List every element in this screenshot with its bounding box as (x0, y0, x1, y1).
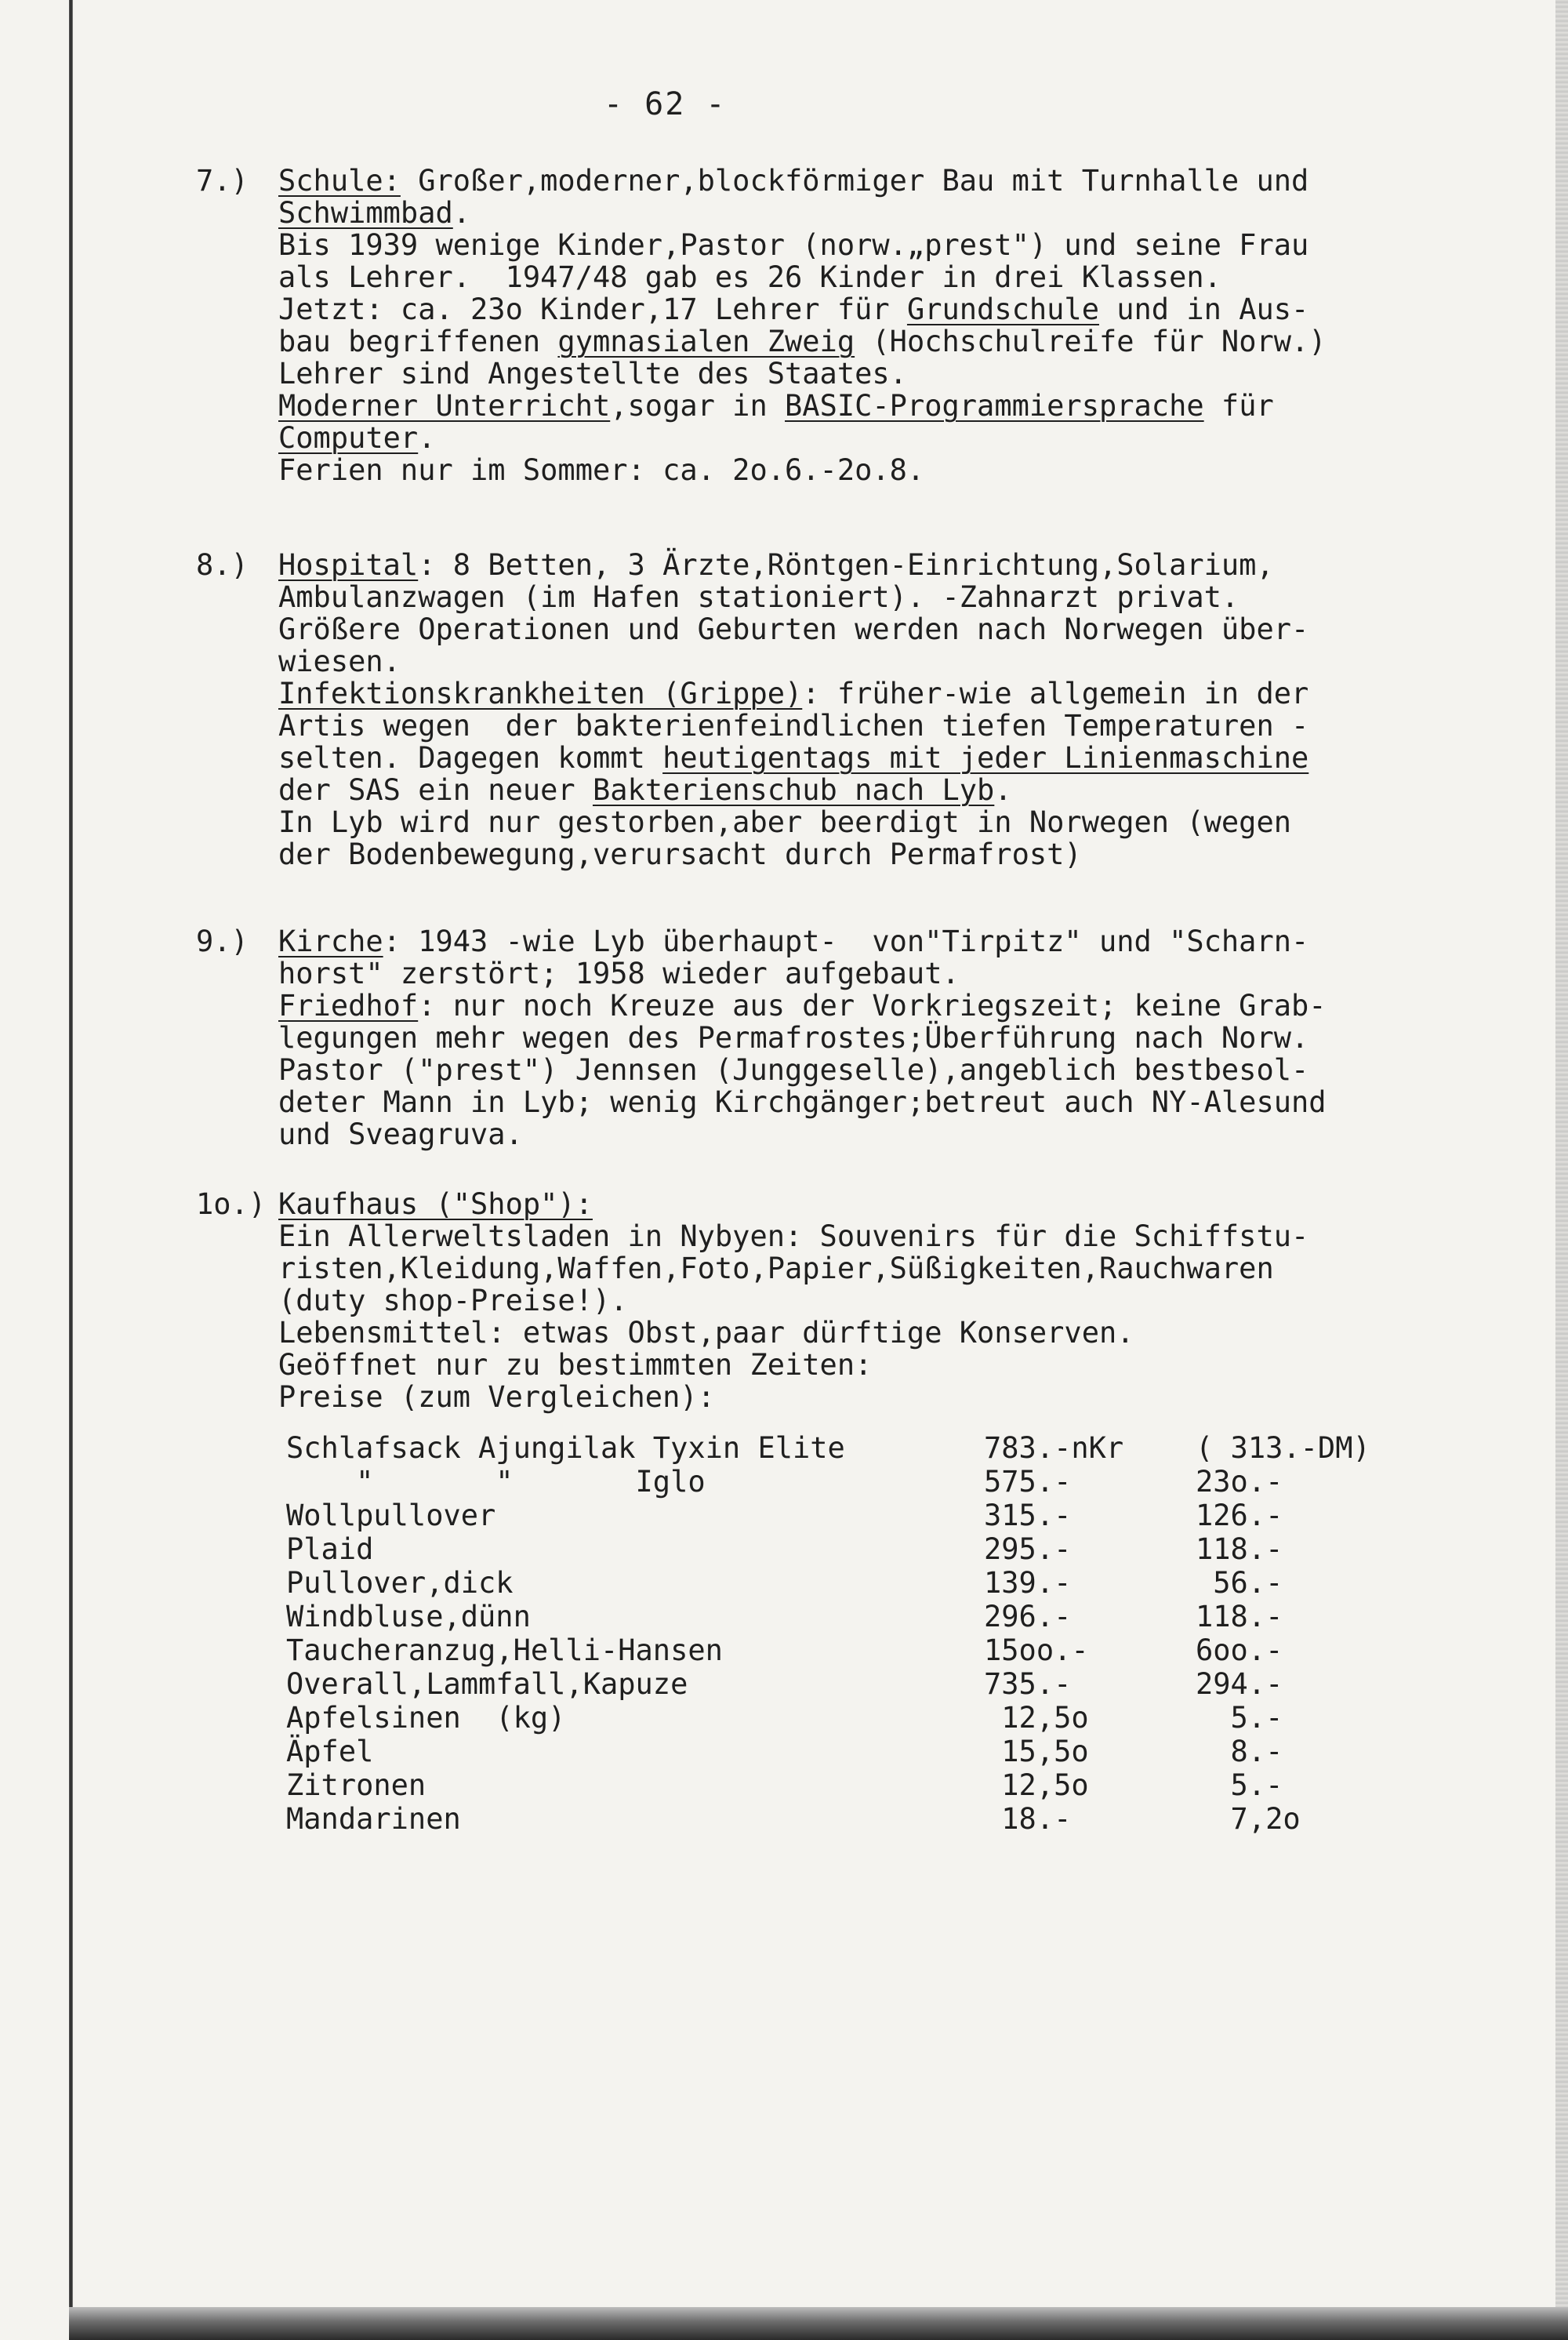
page-number: - 62 - (604, 86, 727, 122)
text-line (278, 165, 1541, 197)
text-segment: Bis 1939 wenige Kinder,Pastor (norw.„prest") und seine Frau (278, 228, 1309, 262)
price-table (286, 1431, 1423, 1836)
text-line (278, 710, 1541, 742)
text-segment: : nur noch Kreuze aus der Vorkriegszeit; keine Grab- (418, 989, 1327, 1023)
text-line (278, 454, 1541, 486)
text-line (278, 925, 1541, 957)
price-row (286, 1431, 1423, 1465)
text-segment: risten,Kleidung,Waffen,Foto,Papier,Süßigkeiten,Rauchwaren (278, 1252, 1274, 1285)
text-line (278, 390, 1541, 422)
underlined-text: Infektionskrankheiten (Grippe) (278, 677, 803, 710)
text-line (278, 957, 1541, 990)
text-line (278, 1252, 1541, 1284)
text-segment: für (1203, 389, 1274, 423)
underlined-text: BASIC-Programmiersprache (785, 389, 1204, 423)
price-nkr: 15,5o (984, 1735, 1089, 1768)
text-line (278, 358, 1541, 390)
text-segment: Größere Operationen und Geburten werden nach Norwegen über- (278, 612, 1309, 646)
price-dm: ( 313.-DM) (1196, 1431, 1370, 1465)
price-item: Windbluse,dünn (286, 1600, 531, 1633)
page-edge-left (69, 0, 73, 2340)
text-segment: . (452, 196, 471, 230)
text-segment: Pastor ("prest") Jennsen (Junggeselle),angeblich bestbesol- (278, 1053, 1309, 1087)
price-dm: 126.- (1196, 1499, 1283, 1532)
text-segment: Ferien nur im Sommer: ca. 2o.6.-2o.8. (278, 453, 925, 487)
price-nkr: 783.-nKr (984, 1431, 1124, 1465)
text-line (278, 1188, 1541, 1220)
text-segment: der SAS ein neuer (278, 773, 593, 807)
section-number: 9.) (196, 925, 249, 958)
underlined-text: Friedhof (278, 989, 419, 1023)
price-nkr: 12,5o (984, 1701, 1089, 1735)
text-line (278, 613, 1541, 645)
price-item: Äpfel (286, 1735, 374, 1768)
text-line (278, 325, 1541, 358)
section-body (278, 1188, 1541, 1413)
price-row (286, 1735, 1423, 1768)
text-segment: Geöffnet nur zu bestimmten Zeiten: (278, 1348, 873, 1382)
price-dm: 118.- (1196, 1532, 1283, 1566)
text-line (278, 1284, 1541, 1317)
text-segment: : 1943 -wie Lyb überhaupt- von"Tirpitz" und "Scharn- (383, 925, 1309, 958)
price-dm: 118.- (1196, 1600, 1283, 1633)
text-line (278, 422, 1541, 454)
text-line (278, 806, 1541, 838)
text-line (278, 678, 1541, 710)
section-body (278, 549, 1541, 870)
text-segment: als Lehrer. 1947/48 gab es 26 Kinder in drei Klassen. (278, 260, 1221, 294)
price-item: " " Iglo (286, 1465, 706, 1499)
text-segment: Ambulanzwagen (im Hafen stationiert). -Zahnarzt privat. (278, 580, 1240, 614)
text-line (278, 261, 1541, 293)
price-nkr: 139.- (984, 1566, 1072, 1600)
text-line (278, 1317, 1541, 1349)
text-line (278, 549, 1541, 581)
text-segment: (Hochschulreife für Norw.) (855, 325, 1327, 358)
text-line (278, 1086, 1541, 1118)
price-item: Schlafsack Ajungilak Tyxin Elite (286, 1431, 845, 1465)
text-segment: selten. Dagegen kommt (278, 741, 663, 775)
price-item: Mandarinen (286, 1802, 461, 1836)
text-line (278, 838, 1541, 870)
text-line (278, 229, 1541, 261)
underlined-text: Schwimmbad (278, 196, 453, 230)
price-dm: 23o.- (1196, 1465, 1283, 1499)
underlined-text: Kirche (278, 925, 383, 958)
text-segment: In Lyb wird nur gestorben,aber beerdigt in Norwegen (wegen (278, 805, 1292, 839)
price-row (286, 1600, 1423, 1633)
text-line (278, 581, 1541, 613)
price-item: Apfelsinen (kg) (286, 1701, 566, 1735)
price-item: Pullover,dick (286, 1566, 514, 1600)
price-item: Zitronen (286, 1768, 426, 1802)
text-line (278, 1022, 1541, 1054)
underlined-text: Moderner Unterricht (278, 389, 611, 423)
text-line (278, 774, 1541, 806)
text-segment: wiesen. (278, 645, 401, 678)
text-line (278, 645, 1541, 678)
text-segment: Artis wegen der bakterienfeindlichen tiefen Temperaturen - (278, 709, 1309, 743)
text-line (278, 197, 1541, 229)
price-nkr: 18.- (984, 1802, 1072, 1836)
price-nkr: 296.- (984, 1600, 1072, 1633)
underlined-text: Bakterienschub nach Lyb (592, 773, 995, 807)
text-segment: der Bodenbewegung,verursacht durch Permafrost) (278, 838, 1082, 871)
price-item: Taucheranzug,Helli-Hansen (286, 1633, 723, 1667)
price-row (286, 1465, 1423, 1499)
price-item: Plaid (286, 1532, 374, 1566)
text-segment: ,sogar in (610, 389, 786, 423)
underlined-text: heutigentags mit jeder Linienmaschine (662, 741, 1309, 775)
text-segment: und Sveagruva. (278, 1117, 523, 1151)
price-row (286, 1633, 1423, 1667)
text-segment: (duty shop-Preise!). (278, 1284, 628, 1317)
underlined-text: Grundschule (906, 292, 1099, 326)
text-line (278, 1381, 1541, 1413)
text-segment: Preise (zum Vergleichen): (278, 1380, 715, 1414)
price-nkr: 735.- (984, 1667, 1072, 1701)
price-row (286, 1667, 1423, 1701)
text-line (278, 293, 1541, 325)
section-body (278, 925, 1541, 1150)
text-line (278, 1349, 1541, 1381)
underlined-text: gymnasialen Zweig (557, 325, 855, 358)
text-segment: und in Aus- (1098, 292, 1309, 326)
price-dm: 7,2o (1196, 1802, 1301, 1836)
price-nkr: 295.- (984, 1532, 1072, 1566)
price-item: Wollpullover (286, 1499, 496, 1532)
price-row (286, 1701, 1423, 1735)
price-dm: 56.- (1196, 1566, 1283, 1600)
price-dm: 5.- (1196, 1701, 1283, 1735)
price-nkr: 12,5o (984, 1768, 1089, 1802)
section-body (278, 165, 1541, 486)
text-line (278, 742, 1541, 774)
text-segment: Jetzt: ca. 23o Kinder,17 Lehrer für (278, 292, 907, 326)
text-segment: bau begriffenen (278, 325, 558, 358)
text-segment: . (994, 773, 1012, 807)
price-item: Overall,Lammfall,Kapuze (286, 1667, 688, 1701)
underlined-text: Computer (278, 421, 419, 455)
text-segment: : früher-wie allgemein in der (802, 677, 1309, 710)
text-line (278, 1220, 1541, 1252)
section-number: 1o.) (196, 1187, 267, 1221)
section-number: 7.) (196, 164, 249, 198)
price-row (286, 1802, 1423, 1836)
page-edge-right (1555, 0, 1568, 2340)
price-row (286, 1532, 1423, 1566)
text-line (278, 990, 1541, 1022)
page-edge-bottom (69, 2307, 1568, 2340)
price-row (286, 1499, 1423, 1532)
price-nkr: 315.- (984, 1499, 1072, 1532)
text-segment: . (418, 421, 436, 455)
text-segment: legungen mehr wegen des Permafrostes;Überführung nach Norw. (278, 1021, 1309, 1055)
underlined-text: Kaufhaus ("Shop"): (278, 1187, 593, 1221)
underlined-text: Hospital (278, 548, 419, 582)
text-segment: horst" zerstört; 1958 wieder aufgebaut. (278, 957, 960, 990)
text-segment: Lehrer sind Angestellte des Staates. (278, 357, 907, 391)
price-dm: 5.- (1196, 1768, 1283, 1802)
price-dm: 294.- (1196, 1667, 1283, 1701)
price-dm: 8.- (1196, 1735, 1283, 1768)
price-row (286, 1566, 1423, 1600)
price-row (286, 1768, 1423, 1802)
text-segment: Großer,moderner,blockförmiger Bau mit Turnhalle und (400, 164, 1309, 198)
text-segment: : 8 Betten, 3 Ärzte,Röntgen-Einrichtung,Solarium, (418, 548, 1274, 582)
price-nkr: 15oo.- (984, 1633, 1089, 1667)
text-segment: deter Mann in Lyb; wenig Kirchgänger;betreut auch NY-Alesund (278, 1085, 1327, 1119)
section-number: 8.) (196, 548, 249, 582)
price-nkr: 575.- (984, 1465, 1072, 1499)
price-dm: 6oo.- (1196, 1633, 1283, 1667)
text-line (278, 1118, 1541, 1150)
text-segment: Ein Allerweltsladen in Nybyen: Souvenirs für die Schiffstu- (278, 1219, 1309, 1253)
underlined-text: Schule: (278, 164, 401, 198)
text-line (278, 1054, 1541, 1086)
text-segment: Lebensmittel: etwas Obst,paar dürftige Konserven. (278, 1316, 1134, 1350)
